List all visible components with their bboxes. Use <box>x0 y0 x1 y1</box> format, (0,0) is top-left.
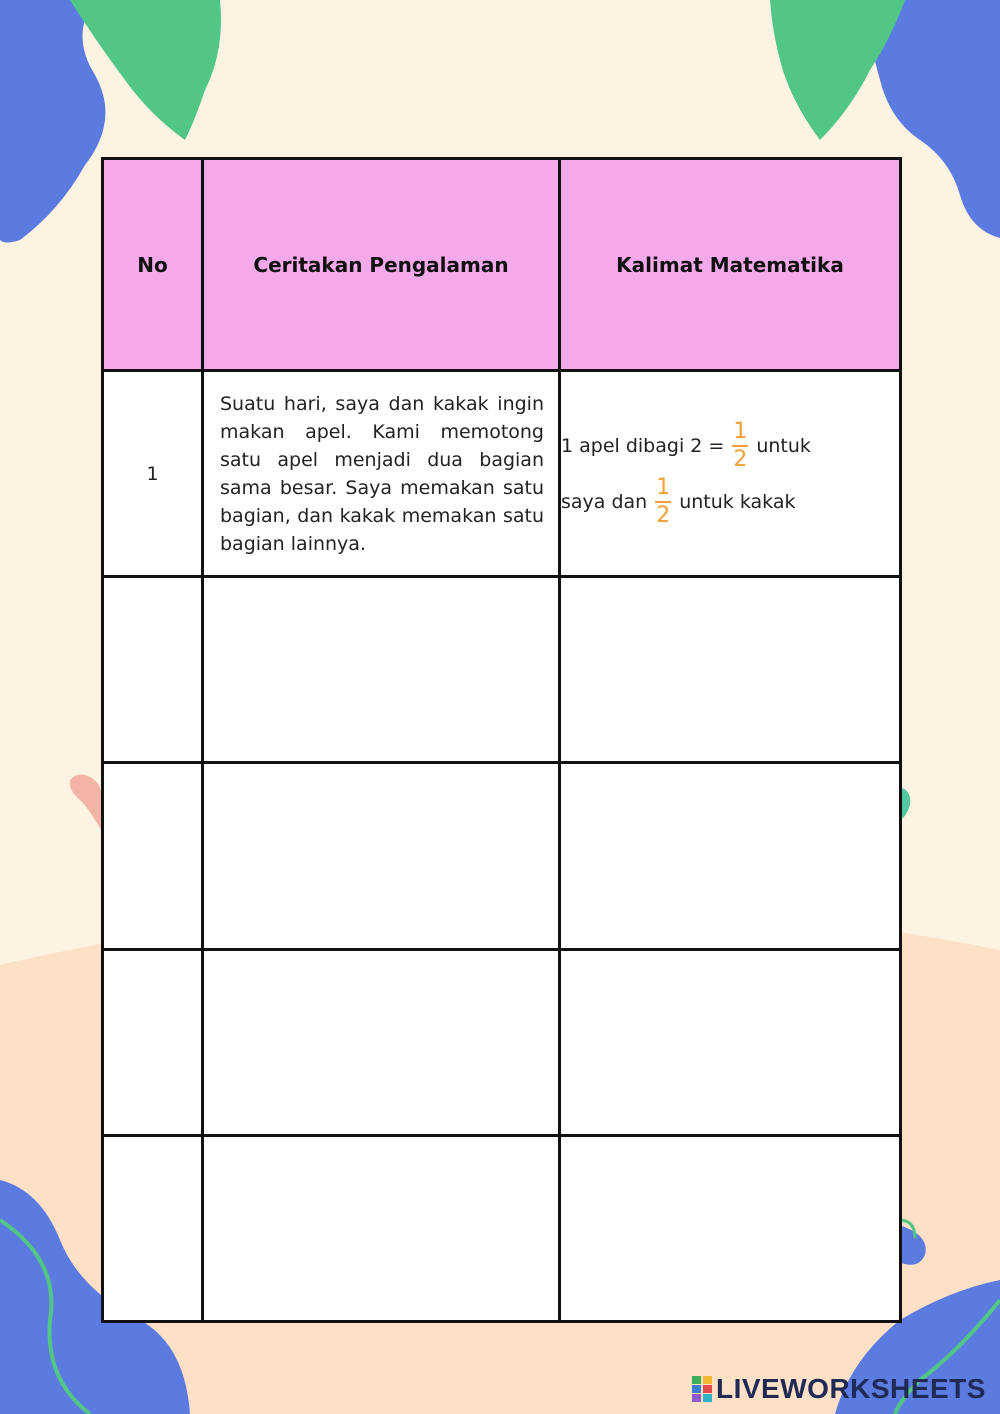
table-row <box>103 763 901 949</box>
fraction-denominator: 2 <box>656 502 671 528</box>
table-row <box>103 949 901 1135</box>
math-line-2 <box>561 474 899 530</box>
math-line-2-after: untuk kakak <box>679 490 796 513</box>
math-cell[interactable] <box>560 1135 901 1321</box>
worksheet-table <box>101 157 902 1323</box>
header-no: No <box>103 159 203 371</box>
math-line-1-after: untuk <box>756 434 811 457</box>
fraction-numerator: 1 <box>733 418 748 444</box>
row-number[interactable] <box>103 763 203 949</box>
story-cell[interactable] <box>203 577 560 763</box>
row-number[interactable] <box>103 1135 203 1321</box>
top-left-blue-blob <box>0 0 105 243</box>
liveworksheets-logo-text: LIVEWORKSHEETS <box>716 1373 986 1404</box>
table-row <box>103 371 901 577</box>
header-math: Kalimat Matematika <box>560 159 901 371</box>
fraction-numerator: 1 <box>656 474 671 500</box>
row-number[interactable] <box>103 949 203 1135</box>
math-cell[interactable] <box>560 763 901 949</box>
fraction-one-half <box>655 474 671 528</box>
liveworksheets-logo <box>692 1373 986 1405</box>
story-text: Suatu hari, saya dan kakak ingin makan apel. Kami memotong satu apel menjadi dua bagian sama besar. Saya memakan satu bagian, dan kakak memakan satu bagian lainnya. <box>220 392 544 555</box>
left-hand-shape <box>70 774 101 830</box>
table-row <box>103 1135 901 1321</box>
fraction-denominator: 2 <box>733 446 748 472</box>
liveworksheets-logo-icon <box>692 1376 712 1402</box>
math-line-1 <box>561 418 899 474</box>
story-cell[interactable] <box>203 371 560 577</box>
story-cell[interactable] <box>203 1135 560 1321</box>
table-row <box>103 577 901 763</box>
story-cell[interactable] <box>203 763 560 949</box>
fraction-one-half <box>732 418 748 472</box>
header-story: Ceritakan Pengalaman <box>203 159 560 371</box>
story-cell[interactable] <box>203 949 560 1135</box>
table-header-row <box>103 159 901 371</box>
row-number[interactable] <box>103 577 203 763</box>
math-cell[interactable] <box>560 949 901 1135</box>
math-line-2-text: saya dan <box>561 490 648 513</box>
math-cell[interactable] <box>560 577 901 763</box>
row-number: 1 <box>103 371 203 577</box>
math-cell[interactable] <box>560 371 901 577</box>
math-line-1-text: 1 apel dibagi 2 = <box>561 434 725 457</box>
